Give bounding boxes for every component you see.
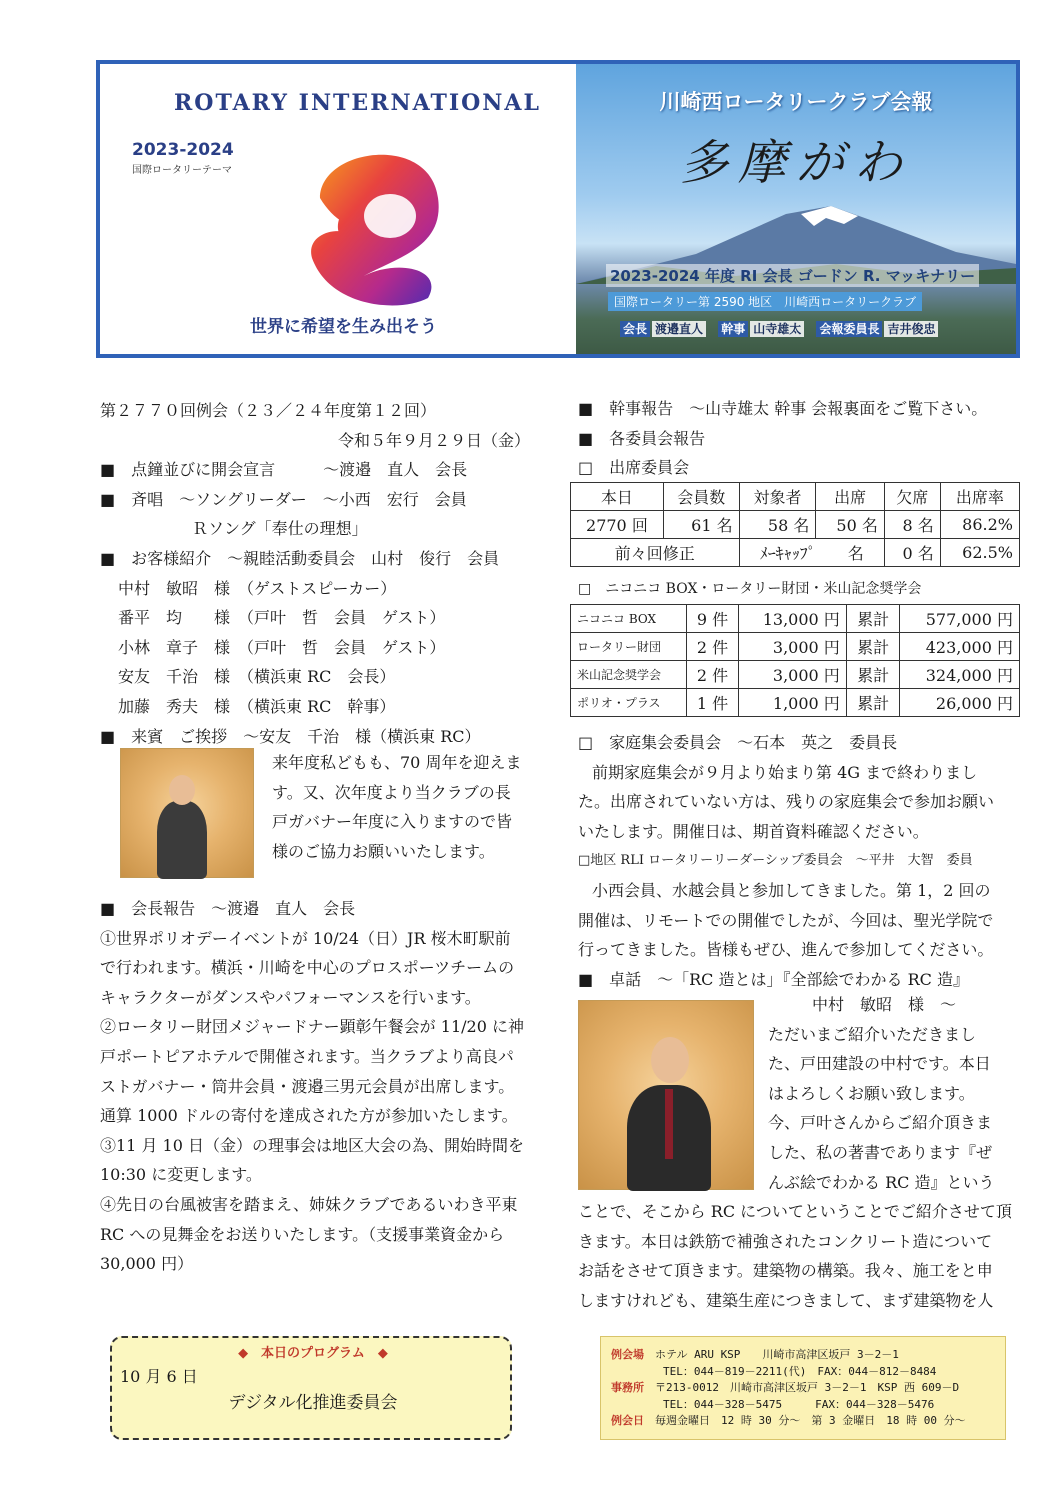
table-cell: 8 名: [884, 511, 940, 539]
table-cell: 前々回修正: [571, 539, 740, 567]
office-label: 事務所: [611, 1381, 644, 1394]
ri-theme-logo: [300, 138, 450, 308]
table-cell: 3,000 円: [739, 633, 846, 661]
theme-slogan: 世界に希望を生み出そう: [250, 317, 437, 337]
talk-heading: ■ 卓話 ～「RC 造とは」『全部絵でわかる RC 造』: [578, 969, 969, 989]
meeting-day-row: [611, 1413, 1005, 1430]
program-date: 10 月 6 日: [120, 1367, 198, 1386]
table-cell: 2 件: [686, 661, 739, 689]
family-text-line: た。出席されていない方は、残りの家庭集会で参加お願い: [578, 792, 995, 812]
speaker-head: [651, 1037, 689, 1083]
talk-text-line: お話をさせて頂きます。建築物の構築。我々、施工をと申: [578, 1261, 993, 1281]
ri-theme-panel: [100, 64, 576, 354]
officer-role: 会長: [620, 321, 650, 337]
visitor-text-line: 来年度私どもも、70 周年を迎えま: [272, 753, 522, 772]
visitor-text-line: 様のご協力お願いいたします。: [272, 841, 495, 861]
visitor-heading: ■ 来賓 ご挨拶 ～安友 千治 様（横浜東 RC）: [100, 726, 481, 746]
venue-row: [611, 1347, 1005, 1364]
table-cell: 26,000 円: [900, 689, 1020, 717]
table-cell: 61 名: [663, 511, 739, 539]
talk-text-line: した、私の著書であります『ぜ: [768, 1142, 993, 1162]
attendance-table: [570, 482, 1020, 567]
table-cell: 1,000 円: [739, 689, 846, 717]
talk-text-line: きます。本日は鉄筋で補強されたコンクリート造について: [578, 1231, 993, 1251]
talk-text-line: はよろしくお願い致します。: [768, 1083, 975, 1103]
president-heading: ■ 会長報告 ～渡邉 直人 会長: [100, 899, 356, 918]
right-column-top: [578, 394, 1018, 483]
talk-text-line: んぶ絵でわかる RC 造』という: [768, 1172, 995, 1192]
table-cell: 13,000 円: [739, 605, 846, 633]
officer-role: 会報委員長: [816, 321, 882, 337]
table-header-cell: 欠席: [884, 483, 940, 511]
report-line: RC への見舞金をお送りいたします。（支援事業資金から: [100, 1224, 505, 1244]
table-cell: 米山記念奨学会: [571, 661, 687, 689]
guest-item: 番平 均 様 （戸叶 哲 会員 ゲスト）: [118, 608, 446, 628]
table-row: [571, 605, 1020, 633]
theme-year: 2023-2024: [132, 140, 234, 160]
guest-item: 中村 敏昭 様 （ゲストスピーカー）: [118, 578, 397, 598]
opening-item: ■ 点鐘並びに開会宣言 ～渡邉 直人 会長: [100, 460, 468, 480]
table-cell: 1 件: [686, 689, 739, 717]
visitor-speech: [272, 748, 542, 866]
report-line: 通算 1000 ドルの寄付を達成された方が参加いたします。: [100, 1106, 518, 1126]
table-cell: 50 名: [816, 511, 885, 539]
talk-text-line: ことで、そこから RC についてということでご紹介させて頂: [578, 1202, 1012, 1221]
speaker-tie: [665, 1089, 673, 1159]
venue-text: ホテル ARU KSP 川崎市高津区坂戸 3－2－1: [655, 1348, 899, 1361]
masthead: [96, 60, 1020, 358]
officers: [620, 320, 946, 337]
left-column: [100, 396, 540, 751]
table-row: [571, 511, 1020, 539]
table-header-cell: 会員数: [663, 483, 739, 511]
report-line: で行われます。横浜・川崎を中心のプロスポーツチームの: [100, 958, 515, 978]
table-cell: 86.2%: [940, 511, 1019, 539]
table-row: [571, 689, 1020, 717]
table-row: [571, 661, 1020, 689]
ri-president-line: 2023-2024 年度 RI 会長 ゴードン R. マッキナリー: [606, 264, 979, 287]
visitor-text-line: す。又、次年度より当クラブの長: [272, 782, 511, 802]
club-title-panel: [576, 64, 1016, 354]
report-line: 戸ポートピアホテルで開催されます。当クラブより高良パ: [100, 1046, 514, 1066]
table-cell: ロータリー財団: [571, 633, 687, 661]
talk-text-line: しますけれども、建築生産につきまして、まず建築物を人: [578, 1290, 994, 1310]
table-cell: ﾒｰｷｬｯﾌﾟ 名: [739, 539, 884, 567]
table-cell: 累計: [846, 661, 900, 689]
speaker-head: [169, 775, 195, 805]
table-row: [571, 539, 1020, 567]
program-title: ◆ 本日のプログラム ◆: [238, 1346, 388, 1361]
table-header-cell: 出席率: [940, 483, 1019, 511]
donation-table: [570, 604, 1020, 717]
table-header-cell: 本日: [571, 483, 664, 511]
ri-title: ROTARY INTERNATIONAL: [174, 90, 541, 116]
table-cell: 累計: [846, 633, 900, 661]
venue-tel: TEL：044－819－2211(代) FAX：044－812－8484: [663, 1364, 937, 1378]
family-heading: □ 家庭集会委員会 ～石本 英之 委員長: [578, 733, 898, 752]
club-info-box: [600, 1336, 1006, 1440]
venue-label: 例会場: [611, 1348, 644, 1361]
table-cell: ポリオ・プラス: [571, 689, 687, 717]
report-line: ④先日の台風被害を踏まえ、姉妹クラブであるいわき平東: [100, 1194, 518, 1214]
table-header-row: [571, 483, 1020, 511]
rli-text-line: 行ってきました。皆様もぜひ、進んで参加してください。: [578, 940, 994, 960]
speaker-photo: [578, 1000, 754, 1190]
district-line: 国際ロータリー第 2590 地区 川崎西ロータリークラブ: [608, 292, 922, 311]
visitor-text-line: 戸ガバナー年度に入りますので皆: [272, 812, 513, 832]
officer-name: 吉井俊忠: [884, 321, 938, 337]
office-text: 〒213-0012 川崎市高津区坂戸 3－2－1 KSP 西 609－D: [655, 1381, 960, 1394]
table-cell: 累計: [846, 605, 900, 633]
family-text-line: いたします。開催日は、期首資料確認ください。: [578, 821, 929, 841]
talk-full-text: [578, 1197, 1022, 1315]
talk-text-line: ただいまご紹介いただきまし: [768, 1024, 977, 1044]
table-cell: 62.5%: [940, 539, 1019, 567]
table-cell: ニコニコ BOX: [571, 605, 687, 633]
table-cell: 0 名: [884, 539, 940, 567]
officer-name: 山寺雄太: [750, 321, 804, 337]
table-cell: 累計: [846, 689, 900, 717]
table-cell: 2 件: [686, 633, 739, 661]
table-header-cell: 対象者: [739, 483, 816, 511]
report-line: ②ロータリー財団メジャードナー顕彰午餐会が 11/20 に神: [100, 1017, 524, 1037]
club-bulletin-title: 川崎西ロータリークラブ会報: [659, 90, 933, 114]
report-line: 10:30 に変更します。: [100, 1165, 262, 1185]
report-line: キャラクターがダンスやパフォーマンスを行います。: [100, 987, 481, 1007]
song-item: ■ 斉唱 ～ソングリーダー ～小西 宏行 会員: [100, 489, 467, 509]
table-header-cell: 出席: [816, 483, 885, 511]
report-line: ストガバナー・筒井会員・渡邉三男元会員が出席します。: [100, 1076, 515, 1096]
today-program-box: [110, 1336, 512, 1440]
report-line: ③11 月 10 日（金）の理事会は地区大会の為、開始時間を: [100, 1135, 524, 1155]
rli-heading: □地区 RLI ロータリーリーダーシップ委員会 ～平井 大智 委員: [578, 853, 973, 869]
speaker-figure: [157, 801, 207, 879]
visitor-photo: [120, 748, 254, 878]
president-report: [100, 894, 546, 1279]
guest-item: 小林 章子 様 （戸叶 哲 会員 ゲスト）: [118, 637, 446, 657]
table-cell: 58 名: [739, 511, 816, 539]
table-cell: 577,000 円: [900, 605, 1020, 633]
meeting-day-text: 毎週金曜日 12 時 30 分～ 第 3 金曜日 18 時 00 分～: [655, 1414, 966, 1427]
guest-item: 安友 千治 様 （横浜東 RC 会長）: [118, 667, 396, 687]
table-cell: 324,000 円: [900, 661, 1020, 689]
office-tel: TEL：044－328－5475 FAX：044－328－5476: [663, 1397, 935, 1411]
rli-text-line: 小西会員、水越会員と参加してきました。第 1，2 回の: [592, 880, 991, 900]
officer-role: 幹事: [718, 321, 748, 337]
office-row: [611, 1380, 1005, 1397]
secretary-report: ■ 幹事報告 ～山寺雄太 幹事 会報裏面をご覧下さい。: [578, 399, 988, 418]
table-row: [571, 633, 1020, 661]
theme-label: 国際ロータリーテーマ: [132, 165, 232, 176]
guests-heading: ■ お客様紹介 ～親睦活動委員会 山村 俊行 会員: [100, 548, 500, 568]
table-cell: 3,000 円: [739, 661, 846, 689]
guest-item: 加藤 秀夫 様 （横浜東 RC 幹事）: [118, 696, 396, 716]
table-cell: 423,000 円: [900, 633, 1020, 661]
table-cell: 9 件: [686, 605, 739, 633]
program-body: デジタル化推進委員会: [228, 1393, 398, 1413]
meeting-date: 令和５年９月２９日（金）: [337, 430, 530, 450]
table-cell: 2770 回: [571, 511, 664, 539]
meeting-day-label: 例会日: [611, 1414, 644, 1427]
family-text-line: 前期家庭集会が９月より始まり第 4G まで終わりまし: [592, 762, 978, 782]
talk-text-line: た、戸田建設の中村です。本日: [768, 1054, 991, 1074]
committees-heading: ■ 各委員会報告: [578, 428, 706, 448]
talk-side-text: [768, 990, 1024, 1197]
attendance-heading: □ 出席委員会: [578, 458, 690, 478]
rli-text-line: 開催は、リモートでの開催でしたが、今回は、聖光学院で: [578, 910, 994, 930]
report-line: ①世界ポリオデーイベントが 10/24（日）JR 桜木町駅前: [100, 928, 511, 948]
officer-name: 渡邉直人: [652, 321, 706, 337]
meeting-line: 第２７７０回例会（２３／２４年度第１２回）: [100, 401, 437, 420]
right-column-middle: [578, 728, 1018, 994]
report-line: 30,000 円）: [100, 1254, 194, 1274]
talk-text-line: 今、戸叶さんからご紹介頂きま: [768, 1113, 993, 1133]
talk-speaker: 中村 敏昭 様 ～: [812, 995, 957, 1014]
donation-heading: □ ニコニコ BOX・ロータリー財団・米山記念奨学会: [578, 581, 922, 597]
club-bulletin-name: 多摩がわ: [679, 135, 912, 191]
song-title: Ｒソング「奉仕の理想」: [192, 519, 368, 539]
